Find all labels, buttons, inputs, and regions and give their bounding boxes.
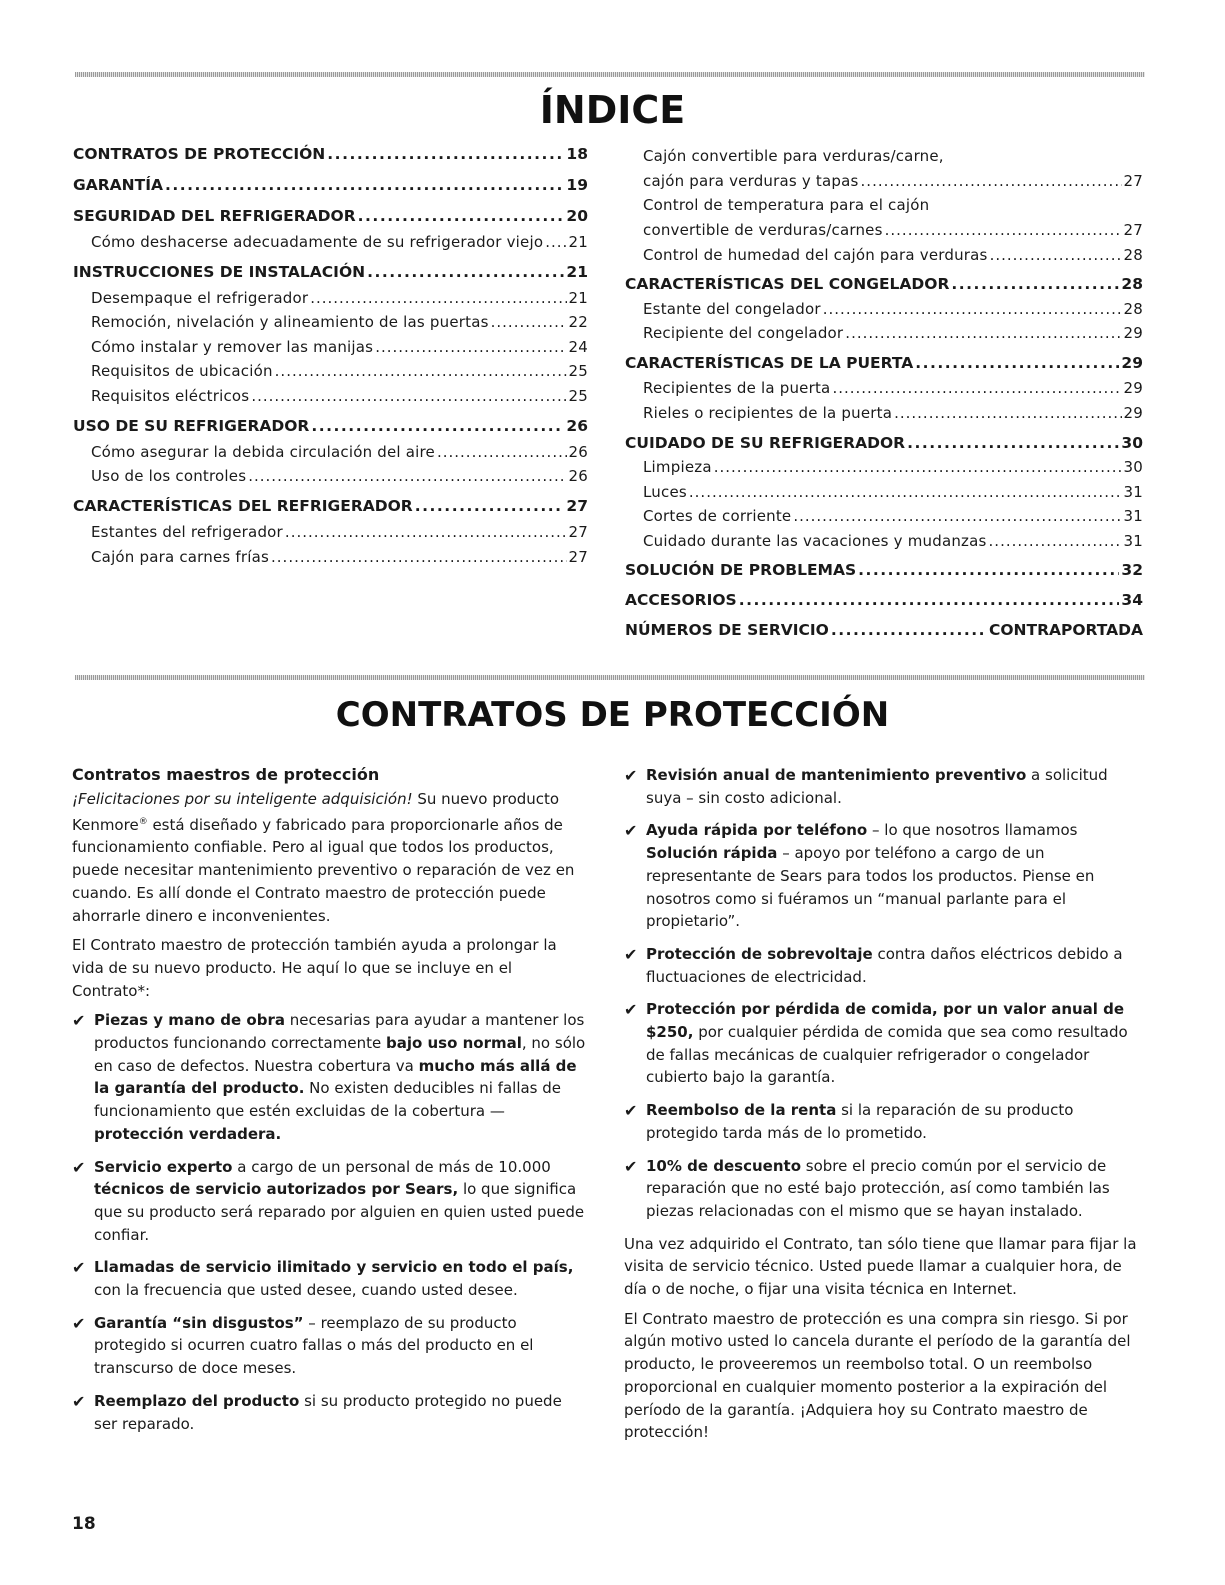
top-rule	[75, 72, 1145, 77]
index-entry-label: Remoción, nivelación y alineamiento de las puertas	[91, 313, 489, 331]
index-entry-page: 31	[1123, 532, 1143, 550]
contracts-left-column	[72, 764, 587, 1445]
bullet-text: por cualquier pérdida de comida que sea como resultado de fallas mecánicas de cualquier refrigerador o congelador cubierto bajo la garantía.	[646, 1023, 1128, 1087]
checkmark-icon: ✔	[72, 1011, 86, 1031]
checkmark-icon: ✔	[624, 766, 638, 785]
bullet-text: – apoyo por teléfono a cargo de un representante de Sears para todos los productos. Piense en nosotros como si fuéramos un “manual parlante para el propietario”.	[646, 844, 1095, 931]
bullet-text: con la frecuencia que usted desee, cuando usted desee.	[94, 1281, 518, 1300]
index-entry-page: 27	[568, 548, 588, 566]
index-intro-line	[643, 147, 944, 165]
index-entry-label: Recipientes de la puerta	[643, 379, 831, 397]
leader-dots	[915, 354, 1119, 372]
middle-rule	[75, 675, 1145, 680]
index-entry-page: 28	[1123, 300, 1143, 318]
bullet-text: , no sólo en caso de defectos. Nuestra cobertura va	[94, 1034, 586, 1075]
index-left-column	[73, 145, 588, 585]
index-entry-page: 27	[1123, 221, 1143, 239]
index-intro-label: Control de temperatura para el cajón	[643, 196, 930, 214]
benefit-bullet	[72, 1312, 587, 1380]
bullet-text: contra daños eléctricos debido a fluctuaciones de electricidad.	[646, 944, 1123, 986]
index-subsection-entry	[91, 548, 588, 566]
bullet-bold-text: protección verdadera.	[94, 1124, 282, 1143]
benefit-bullet	[72, 1009, 587, 1145]
bullet-bold-text: Piezas y mano de obra	[94, 1011, 285, 1030]
coverage-paragraph: El Contrato maestro de protección también ayuda a prolongar la vida de su nuevo producto. He aquí lo que se incluye en el Contrato*:	[72, 936, 557, 1000]
bullet-text: No existen deducibles ni fallas de funcionamiento que estén excluidas de la cobertura —	[94, 1079, 562, 1121]
index-subsection-entry	[91, 523, 588, 541]
index-entry-label: Recipiente del congelador	[643, 324, 844, 342]
index-entry-label: INSTRUCCIONES DE INSTALACIÓN	[73, 263, 366, 281]
index-entry-page: 19	[566, 176, 588, 194]
index-section-entry	[625, 621, 1143, 639]
index-entry-page: 29	[1121, 354, 1143, 372]
index-entry-label: Limpieza	[643, 458, 712, 476]
index-subsection-entry	[643, 483, 1143, 501]
index-entry-label: Cortes de corriente	[643, 507, 792, 525]
index-entry-label: CARACTERÍSTICAS DEL CONGELADOR	[625, 275, 950, 293]
index-entry-page: 28	[1121, 275, 1143, 293]
index-entry-page: 27	[1123, 172, 1143, 190]
index-subsection-entry	[643, 458, 1143, 476]
bullet-bold-text: Protección por pérdida de comida, por un valor anual de $250,	[646, 1000, 1125, 1042]
page-number: 18	[72, 1514, 96, 1534]
index-subsection-entry	[91, 443, 588, 461]
benefit-bullet	[72, 1390, 587, 1435]
index-section-entry	[73, 497, 588, 515]
index-intro-line	[643, 196, 929, 214]
bullet-bold-text: técnicos de servicio autorizados por Sears,	[94, 1180, 459, 1199]
index-entry-label: Cajón para carnes frías	[91, 548, 270, 566]
index-subsection-entry	[91, 233, 588, 251]
index-subsection-entry	[643, 300, 1143, 318]
index-entry-label: CARACTERÍSTICAS DEL REFRIGERADOR	[73, 497, 413, 515]
index-right-column	[625, 145, 1143, 645]
index-entry-label: Desempaque el refrigerador	[91, 289, 309, 307]
leader-dots	[491, 313, 567, 331]
benefit-bullet	[624, 1155, 1144, 1223]
index-section-entry	[625, 434, 1143, 452]
checkmark-icon: ✔	[624, 944, 638, 964]
index-section-entry	[73, 417, 588, 435]
registered-mark: ®	[138, 816, 148, 827]
leader-dots	[310, 289, 566, 307]
bullet-text: lo que significa que su producto será reparado por alguien en quien usted puede confiar.	[94, 1180, 585, 1244]
leader-dots	[894, 404, 1121, 422]
leader-dots	[885, 221, 1122, 239]
index-subsection-entry	[643, 172, 1143, 190]
index-entry-label: Cómo asegurar la debida circulación del aire	[91, 443, 435, 461]
leader-dots	[251, 387, 566, 405]
index-entry-page: 25	[568, 387, 588, 405]
index-entry-page: 27	[566, 497, 588, 515]
leader-dots	[845, 324, 1121, 342]
index-entry-label: cajón para verduras y tapas	[643, 172, 859, 190]
index-subsection-entry	[643, 404, 1143, 422]
index-entry-label: ACCESORIOS	[625, 591, 737, 609]
right-bullet-list	[624, 764, 1144, 1223]
index-entry-page: 18	[566, 145, 588, 163]
checkmark-icon: ✔	[624, 1000, 638, 1020]
bullet-bold-text: Ayuda rápida por teléfono	[646, 821, 868, 840]
index-entry-page: 34	[1121, 591, 1143, 609]
index-entry-page: 26	[568, 467, 588, 485]
index-entry-label: convertible de verduras/carnes	[643, 221, 883, 239]
checkmark-icon: ✔	[624, 821, 638, 841]
bullet-bold-text: Reembolso de la renta	[646, 1101, 837, 1120]
index-entry-page: 26	[568, 443, 588, 461]
leader-dots	[275, 362, 567, 380]
index-entry-page: 31	[1123, 483, 1143, 501]
index-entry-page: 21	[568, 233, 588, 251]
index-entry-page: 26	[566, 417, 588, 435]
index-entry-label: Cómo deshacerse adecuadamente de su refrigerador viejo	[91, 233, 544, 251]
bullet-bold-text: Llamadas de servicio ilimitado y servicio en todo el país,	[94, 1258, 574, 1277]
bullet-bold-text: Reemplazo del producto	[94, 1391, 300, 1410]
leader-dots	[285, 523, 567, 541]
leader-dots	[714, 458, 1122, 476]
index-entry-label: CARACTERÍSTICAS DE LA PUERTA	[625, 354, 914, 372]
index-entry-page: 27	[568, 523, 588, 541]
leader-dots	[739, 591, 1120, 609]
index-entry-label: Uso de los controles	[91, 467, 247, 485]
index-subsection-entry	[91, 387, 588, 405]
checkmark-icon: ✔	[624, 1156, 638, 1176]
leader-dots	[271, 548, 566, 566]
intro-paragraph	[72, 788, 587, 927]
checkmark-icon: ✔	[72, 1157, 86, 1177]
leader-dots	[989, 532, 1122, 550]
leader-dots	[832, 379, 1121, 397]
bullet-text: si su producto protegido no puede ser reparado.	[94, 1391, 562, 1433]
bullet-text: a cargo de un personal de más de 10.000	[232, 1157, 551, 1176]
leader-dots	[990, 246, 1122, 264]
index-entry-label: CUIDADO DE SU REFRIGERADOR	[625, 434, 906, 452]
intro-italic: ¡Felicitaciones por su inteligente adquisición!	[72, 790, 413, 808]
index-entry-label: NÚMEROS DE SERVICIO	[625, 621, 829, 639]
leader-dots	[375, 338, 566, 356]
index-entry-label: Estantes del refrigerador	[91, 523, 283, 541]
index-entry-label: Estante del congelador	[643, 300, 821, 318]
checkmark-icon: ✔	[72, 1313, 86, 1333]
index-entry-page: 21	[568, 289, 588, 307]
leader-dots	[248, 467, 566, 485]
index-section-entry	[73, 145, 588, 163]
index-subsection-entry	[643, 532, 1143, 550]
index-entry-page: 29	[1123, 324, 1143, 342]
closing-paragraph-2: El Contrato maestro de protección es una compra sin riesgo. Si por algún motivo usted lo cancela durante el período de la garantía del producto, le proveeremos un reembolso total. O un reembolso proporcional en cualquier momento posterior a la expiración del período de la garantía. ¡Adquiera hoy su Contrato maestro de protección!	[624, 1309, 1131, 1442]
bullet-text: si la reparación de su producto protegido tarda más de lo prometido.	[646, 1101, 1074, 1142]
contracts-subhead: Contratos maestros de protección	[72, 765, 380, 784]
benefit-bullet	[72, 1156, 587, 1247]
index-entry-page: 28	[1123, 246, 1143, 264]
benefit-bullet	[624, 998, 1144, 1089]
index-entry-page: 32	[1121, 561, 1143, 579]
contracts-title: CONTRATOS DE PROTECCIÓN	[335, 695, 890, 735]
index-entry-page: 29	[1123, 379, 1143, 397]
closing-paragraph-1: Una vez adquirido el Contrato, tan sólo tiene que llamar para fijar la visita de servicio técnico. Usted puede llamar a cualquier hora, de día o de noche, o fijar una visita técnica en Internet.	[624, 1234, 1137, 1299]
leader-dots	[415, 497, 565, 515]
leader-dots	[367, 263, 564, 281]
index-entry-page: 31	[1123, 507, 1143, 525]
leader-dots	[311, 417, 564, 435]
index-entry-label: Luces	[643, 483, 687, 501]
index-entry-label: Cuidado durante las vacaciones y mudanzas	[643, 532, 987, 550]
intro-text: Su nuevo producto Kenmore	[72, 790, 560, 834]
bullet-text: a solicitud suya – sin costo adicional.	[646, 766, 1108, 807]
index-entry-label: Requisitos de ubicación	[91, 362, 273, 380]
bullet-text: – lo que nosotros llamamos	[867, 821, 1078, 840]
index-entry-page: 22	[568, 313, 588, 331]
leader-dots	[165, 176, 564, 194]
bullet-bold-text: bajo uso normal	[385, 1034, 522, 1053]
index-subsection-entry	[643, 379, 1143, 397]
benefit-bullet	[72, 1256, 587, 1301]
leader-dots	[831, 621, 987, 639]
index-entry-label: SEGURIDAD DEL REFRIGERADOR	[73, 207, 356, 225]
index-section-entry	[73, 207, 588, 225]
bullet-bold-text: Protección de sobrevoltaje	[646, 944, 873, 963]
leader-dots	[907, 434, 1119, 452]
intro-text-2: está diseñado y fabricado para proporcionarle años de funcionamiento confiable. Pero al igual que todos los productos, puede necesitar mantenimiento preventivo o reparación de vez en cuando. Es allí donde el Contrato maestro de protección puede ahorrarle dinero e inconvenientes.	[72, 815, 575, 925]
index-subsection-entry	[91, 289, 588, 307]
bullet-text: – reemplazo de su producto protegido si ocurren cuatro fallas o más del producto en el transcurso de doce meses.	[94, 1313, 534, 1378]
contracts-right-column	[624, 764, 1144, 1451]
leader-dots	[823, 300, 1122, 318]
index-entry-label: CONTRATOS DE PROTECCIÓN	[73, 145, 326, 163]
index-entry-label: Rieles o recipientes de la puerta	[643, 404, 893, 422]
index-entry-label: USO DE SU REFRIGERADOR	[73, 417, 310, 435]
index-subsection-entry	[91, 467, 588, 485]
index-entry-page: 30	[1121, 434, 1143, 452]
index-entry-label: Requisitos eléctricos	[91, 387, 250, 405]
index-entry-page: 29	[1123, 404, 1143, 422]
index-entry-page: 20	[566, 207, 588, 225]
index-section-entry	[73, 176, 588, 194]
leader-dots	[327, 145, 564, 163]
bullet-bold-text: Garantía “sin disgustos”	[94, 1313, 304, 1332]
checkmark-icon: ✔	[624, 1101, 638, 1121]
index-section-entry	[73, 263, 588, 281]
index-subsection-entry	[643, 507, 1143, 525]
index-entry-label: GARANTÍA	[73, 176, 163, 194]
index-entry-page: 30	[1123, 458, 1143, 476]
bullet-bold-text: Solución rápida	[646, 844, 778, 863]
leader-dots	[545, 233, 566, 251]
leader-dots	[437, 443, 567, 461]
index-subsection-entry	[91, 338, 588, 356]
index-entry-page: 25	[568, 362, 588, 380]
left-bullet-list	[72, 1009, 587, 1435]
index-entry-page: 24	[568, 338, 588, 356]
leader-dots	[689, 483, 1122, 501]
index-title: ÍNDICE	[539, 88, 686, 132]
bullet-bold-text: Servicio experto	[94, 1157, 233, 1176]
leader-dots	[358, 207, 565, 225]
index-entry-label: SOLUCIÓN DE PROBLEMAS	[625, 561, 857, 579]
index-section-entry	[625, 275, 1143, 293]
benefit-bullet	[624, 819, 1144, 933]
checkmark-icon: ✔	[72, 1391, 86, 1411]
bullet-text: necesarias para ayudar a mantener los productos funcionando correctamente	[94, 1011, 585, 1053]
bullet-bold-text: 10% de descuento	[646, 1156, 801, 1175]
index-subsection-entry	[643, 246, 1143, 264]
index-entry-label: Control de humedad del cajón para verduras	[643, 246, 988, 264]
index-intro-label: Cajón convertible para verduras/carne,	[643, 147, 944, 165]
index-subsection-entry	[643, 324, 1143, 342]
leader-dots	[793, 507, 1121, 525]
leader-dots	[858, 561, 1119, 579]
index-entry-page: CONTRAPORTADA	[988, 621, 1143, 639]
leader-dots	[861, 172, 1122, 190]
benefit-bullet	[624, 943, 1144, 988]
index-entry-page: 21	[566, 263, 588, 281]
index-section-entry	[625, 561, 1143, 579]
checkmark-icon: ✔	[72, 1258, 86, 1278]
bullet-bold-text: mucho más allá de la garantía del producto.	[94, 1056, 577, 1098]
leader-dots	[951, 275, 1119, 293]
index-subsection-entry	[643, 221, 1143, 239]
index-section-entry	[625, 354, 1143, 372]
index-subsection-entry	[91, 313, 588, 331]
index-entry-label: Cómo instalar y remover las manijas	[91, 338, 374, 356]
bullet-text: sobre el precio común por el servicio de reparación que no esté bajo protección, así como también las piezas relacionadas con el mismo que se hayan instalado.	[646, 1156, 1110, 1220]
benefit-bullet	[624, 764, 1144, 809]
index-section-entry	[625, 591, 1143, 609]
benefit-bullet	[624, 1099, 1144, 1144]
bullet-bold-text: Revisión anual de mantenimiento preventivo	[646, 766, 1027, 784]
index-subsection-entry	[91, 362, 588, 380]
